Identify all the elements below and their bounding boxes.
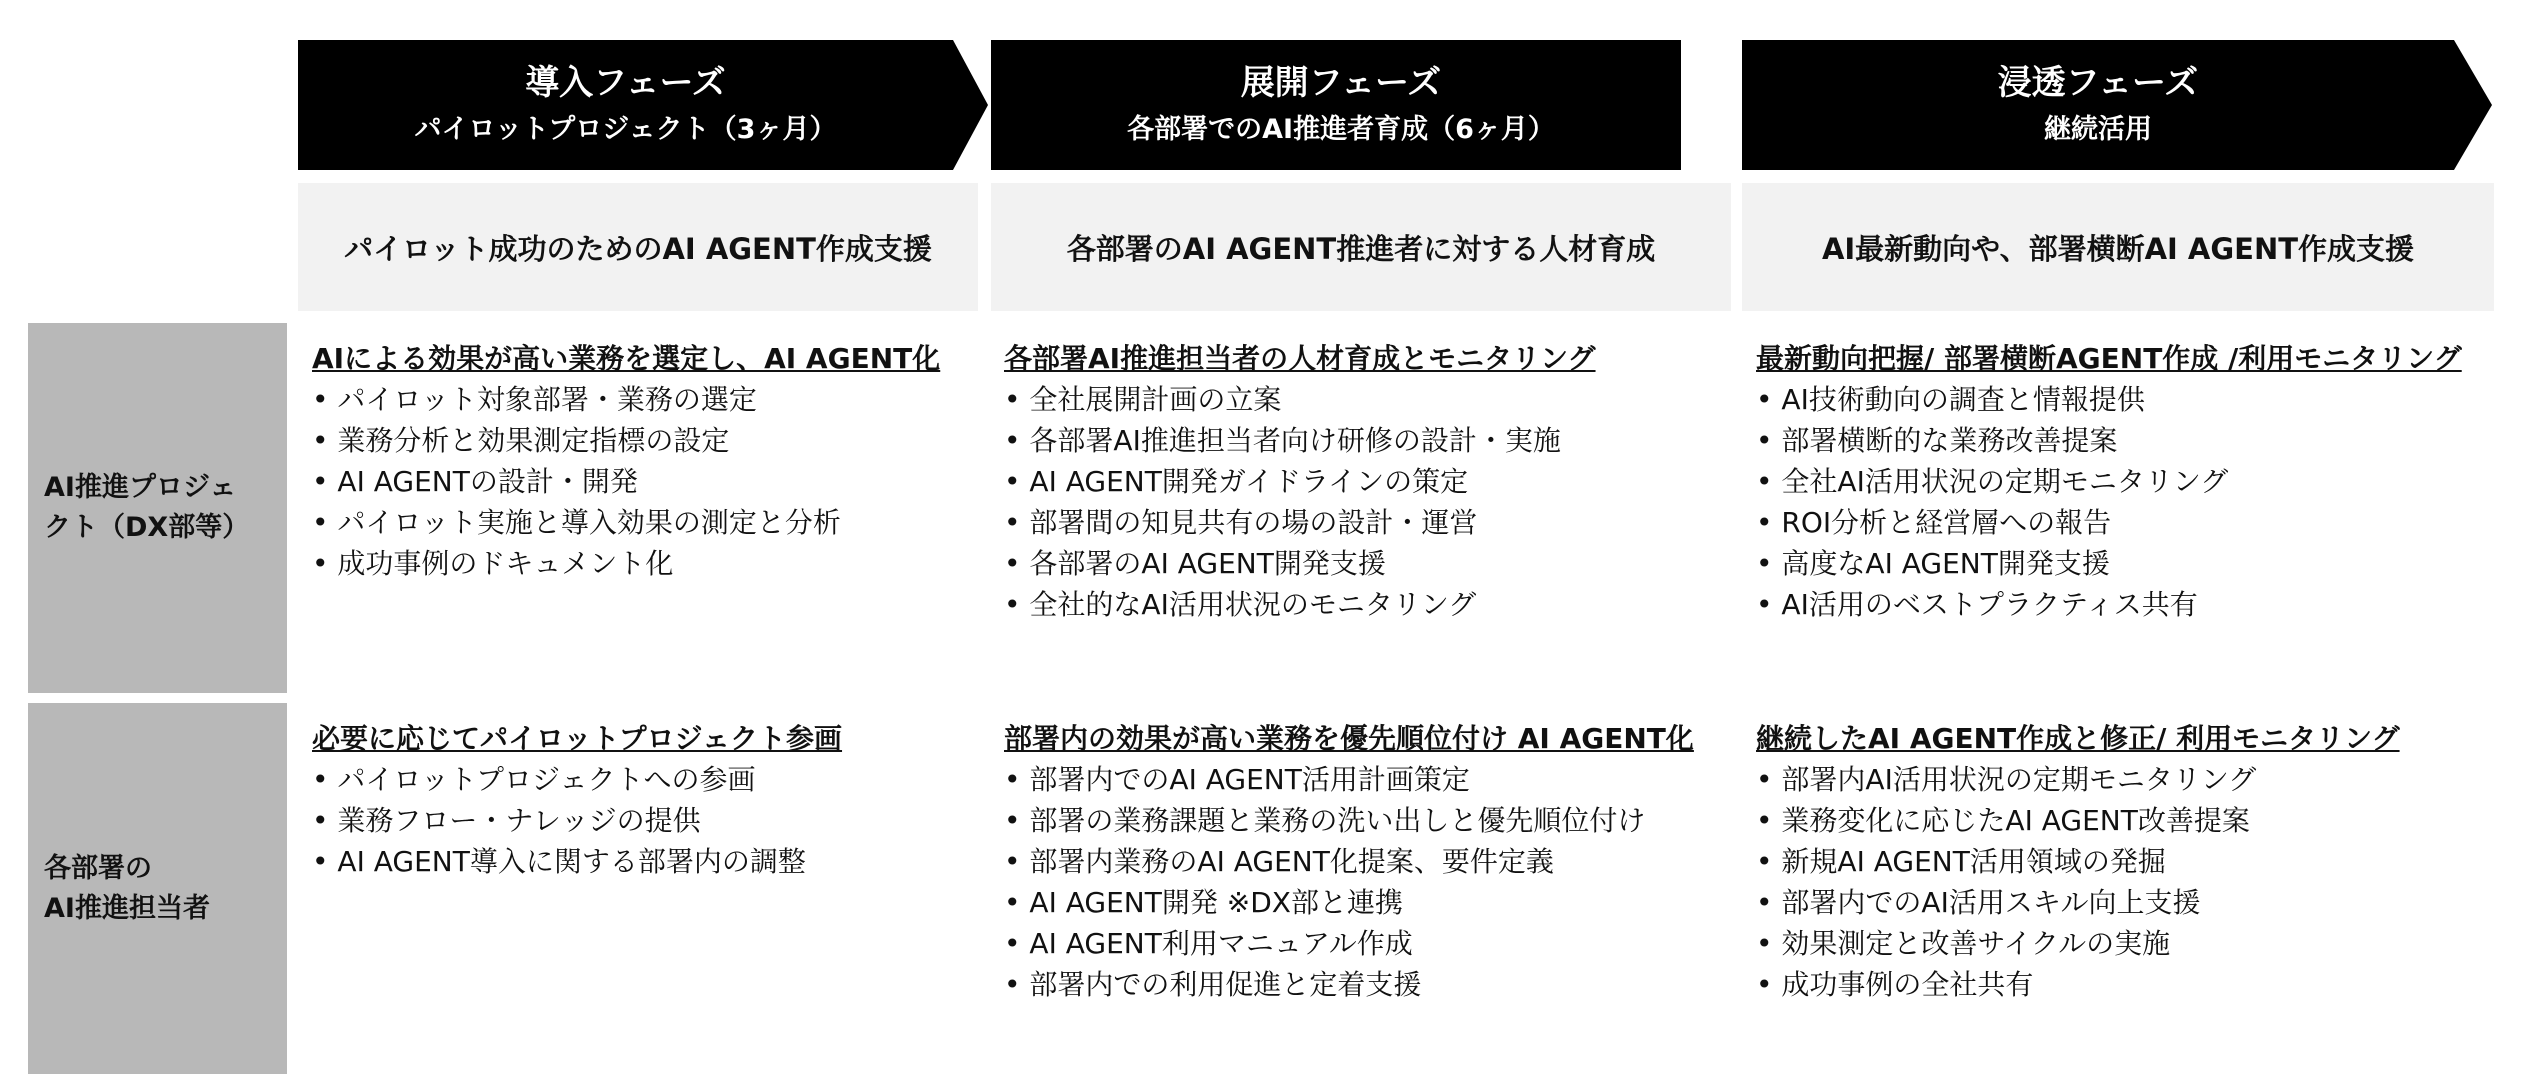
list-item: • 成功事例の全社共有 bbox=[1756, 964, 2486, 1005]
list-item: • AI技術動向の調査と情報提供 bbox=[1756, 379, 2486, 420]
phase-chevron-3 bbox=[1742, 40, 2494, 170]
row-label-line: AI推進担当者 bbox=[44, 892, 210, 924]
list-item: • 効果測定と改善サイクルの実施 bbox=[1756, 923, 2486, 964]
cell-title: 各部署AI推進担当者の人材育成とモニタリング bbox=[1004, 342, 1596, 375]
list-item: • AI活用のベストプラクティス共有 bbox=[1756, 584, 2486, 625]
phase-subtitle: パイロットプロジェクト（3ヶ月） bbox=[414, 114, 837, 145]
cell-title: 最新動向把握/ 部署横断AGENT作成 /利用モニタリング bbox=[1756, 342, 2462, 375]
list-item: • AI AGENT開発 ※DX部と連携 bbox=[1004, 882, 1731, 923]
row-label-dept bbox=[28, 703, 287, 1074]
list-item: • 全社的なAI活用状況のモニタリング bbox=[1004, 584, 1731, 625]
list-item: • 各部署のAI AGENT開発支援 bbox=[1004, 543, 1731, 584]
row-label-dx bbox=[28, 323, 287, 693]
list-item: • 業務フロー・ナレッジの提供 bbox=[312, 800, 984, 841]
list-item: • 部署の業務課題と業務の洗い出しと優先順位付け bbox=[1004, 800, 1731, 841]
phase-subtitle: 継続活用 bbox=[2044, 114, 2152, 145]
cell-dx-permeate bbox=[1756, 338, 2486, 625]
cell-dept-intro bbox=[312, 718, 984, 882]
list-item: • パイロット対象部署・業務の選定 bbox=[312, 379, 984, 420]
list-item: • AI AGENT開発ガイドラインの策定 bbox=[1004, 461, 1731, 502]
phase-subtitle: 各部署でのAI推進者育成（6ヶ月） bbox=[1127, 114, 1555, 145]
cell-title: 部署内の効果が高い業務を優先順位付け AI AGENT化 bbox=[1004, 722, 1694, 755]
row-label-line: クト（DX部等） bbox=[44, 512, 250, 543]
list-item: • 部署横断的な業務改善提案 bbox=[1756, 420, 2486, 461]
cell-dept-permeate bbox=[1756, 718, 2486, 1005]
list-item: • 新規AI AGENT活用領域の発掘 bbox=[1756, 841, 2486, 882]
cell-list bbox=[1004, 379, 1731, 625]
list-item: • AI AGENT利用マニュアル作成 bbox=[1004, 923, 1731, 964]
cell-dept-expand bbox=[1004, 718, 1731, 1005]
phase-chevron-1 bbox=[298, 40, 988, 170]
phase-title: 展開フェーズ bbox=[1240, 63, 1442, 103]
list-item: • 部署間の知見共有の場の設計・運営 bbox=[1004, 502, 1731, 543]
cell-title: 継続したAI AGENT作成と修正/ 利用モニタリング bbox=[1756, 722, 2400, 755]
list-item: • 全社AI活用状況の定期モニタリング bbox=[1756, 461, 2486, 502]
cell-title: AIによる効果が高い業務を選定し、AI AGENT化 bbox=[312, 342, 941, 375]
row-label-line: 各部署の bbox=[44, 852, 152, 884]
list-item: • 部署内での利用促進と定着支援 bbox=[1004, 964, 1731, 1005]
phase-title: 浸透フェーズ bbox=[1997, 63, 2199, 103]
list-item: • 部署内AI活用状況の定期モニタリング bbox=[1756, 759, 2486, 800]
list-item: • 各部署AI推進担当者向け研修の設計・実施 bbox=[1004, 420, 1731, 461]
list-item: • 成功事例のドキュメント化 bbox=[312, 543, 984, 584]
phase-summary-3: AI最新動向や、部署横断AI AGENT作成支援 bbox=[1742, 183, 2494, 311]
list-item: • AI AGENTの設計・開発 bbox=[312, 461, 984, 502]
list-item: • パイロットプロジェクトへの参画 bbox=[312, 759, 984, 800]
cell-list bbox=[312, 379, 984, 584]
phase-summary-2: 各部署のAI AGENT推進者に対する人材育成 bbox=[991, 183, 1731, 311]
list-item: • 部署内でのAI活用スキル向上支援 bbox=[1756, 882, 2486, 923]
list-item: • 部署内でのAI AGENT活用計画策定 bbox=[1004, 759, 1731, 800]
list-item: • AI AGENT導入に関する部署内の調整 bbox=[312, 841, 984, 882]
list-item: • 業務分析と効果測定指標の設定 bbox=[312, 420, 984, 461]
list-item: • パイロット実施と導入効果の測定と分析 bbox=[312, 502, 984, 543]
cell-title: 必要に応じてパイロットプロジェクト参画 bbox=[312, 722, 843, 755]
list-item: • 業務変化に応じたAI AGENT改善提案 bbox=[1756, 800, 2486, 841]
cell-list bbox=[1756, 759, 2486, 1005]
cell-list bbox=[312, 759, 984, 882]
cell-list bbox=[1756, 379, 2486, 625]
phase-title: 導入フェーズ bbox=[525, 63, 726, 103]
phase-summary-1: パイロット成功のためのAI AGENT作成支援 bbox=[298, 183, 978, 311]
list-item: • 高度なAI AGENT開発支援 bbox=[1756, 543, 2486, 584]
row-label-line: AI推進プロジェ bbox=[44, 472, 237, 503]
cell-list bbox=[1004, 759, 1731, 1005]
list-item: • 全社展開計画の立案 bbox=[1004, 379, 1731, 420]
cell-dx-intro bbox=[312, 338, 984, 584]
list-item: • 部署内業務のAI AGENT化提案、要件定義 bbox=[1004, 841, 1731, 882]
list-item: • ROI分析と経営層への報告 bbox=[1756, 502, 2486, 543]
cell-dx-expand bbox=[1004, 338, 1731, 625]
phase-chevron-2 bbox=[991, 40, 1681, 170]
